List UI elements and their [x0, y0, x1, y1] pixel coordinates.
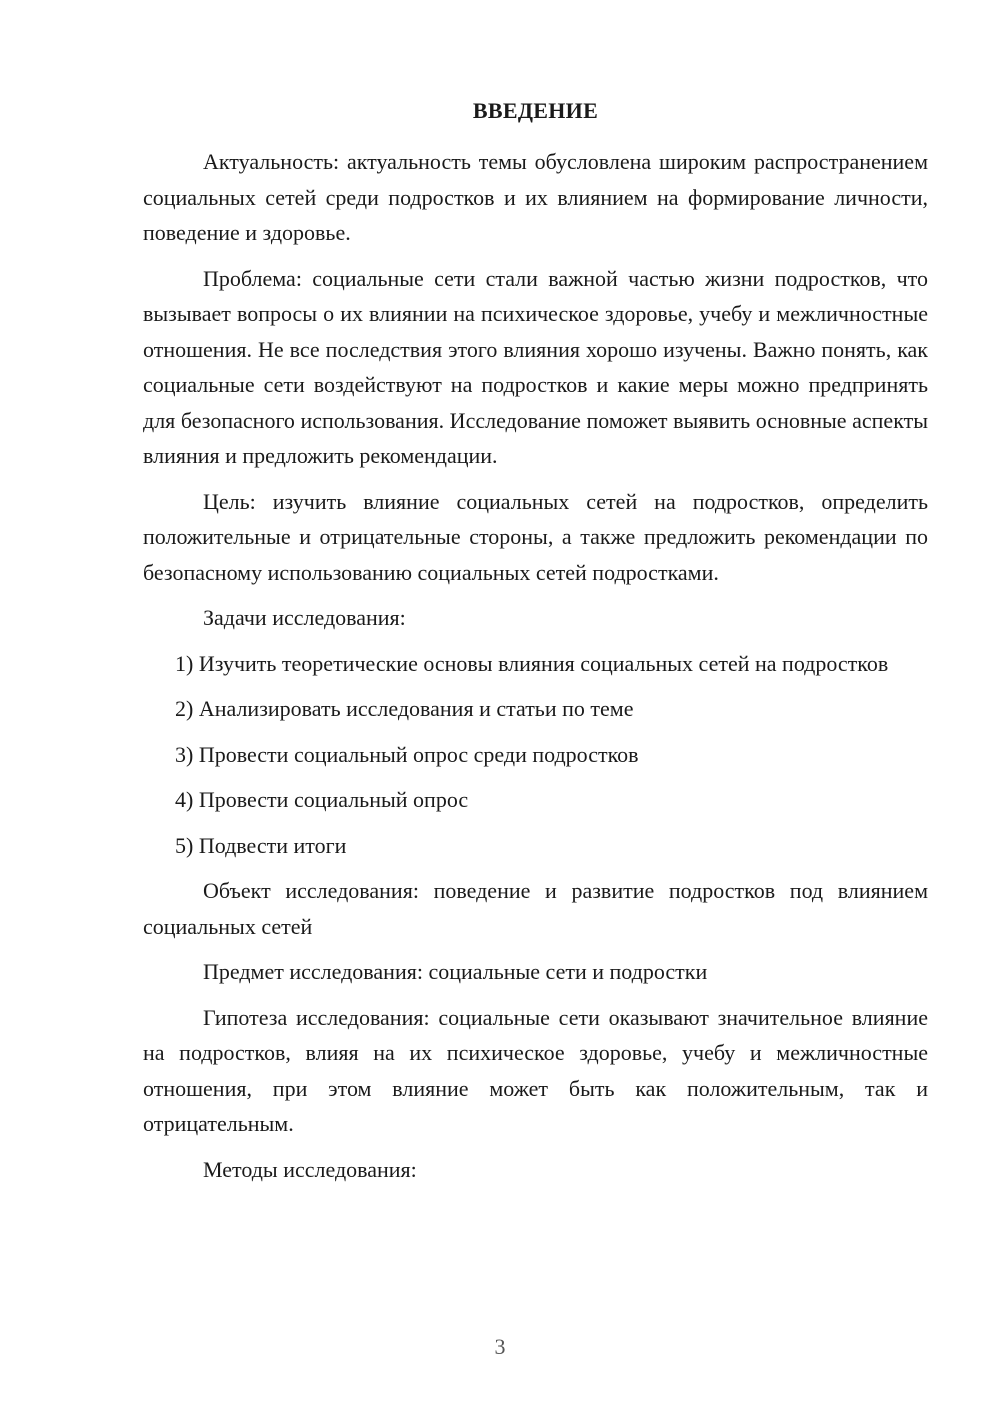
problem-paragraph: Проблема: социальные сети стали важной частью жизни подростков, что вызывает вопросы о их влиянии на психическое здоровье, учебу и межличностные отношения. Не все последствия этого влияния хорошо изучены. Важно понять, как социальные сети воздействуют на подростков и какие меры можно предпринять для безопасного использования. Исследование поможет выявить основные аспекты влияния и предложить рекомендации. — [143, 265, 928, 468]
methods-heading: Методы исследования: — [203, 1156, 417, 1182]
section-title: ВВЕДЕНИЕ — [472, 98, 599, 123]
task-item-2: 2) Анализировать исследования и статьи по теме — [175, 696, 634, 721]
object-paragraph: Объект исследования: поведение и развитие подростков под влиянием социальных сетей — [143, 878, 928, 939]
task-item-5: 5) Подвести итоги — [175, 832, 347, 858]
goal-paragraph: Цель: изучить влияние социальных сетей на подростков, определить положительные и отрицательные стороны, а также предложить рекомендации по безопасному использованию социальных сетей подростками. — [143, 488, 928, 585]
task-item-1: 1) Изучить теоретические основы влияния социальных сетей на подростков — [175, 650, 889, 676]
tasks-heading: Задачи исследования: — [203, 605, 406, 630]
subject-paragraph: Предмет исследования: социальные сети и подростки — [203, 959, 708, 984]
tasks-list — [143, 646, 928, 864]
task-item-3: 3) Провести социальный опрос среди подростков — [175, 741, 639, 767]
task-item-4: 4) Провести социальный опрос — [175, 787, 469, 812]
hypothesis-paragraph: Гипотеза исследования: социальные сети оказывают значительное влияние на подростков, влияя на их психическое здоровье, учебу и межличностные отношения, при этом влияние может быть как положительным, так и отрицательным. — [143, 1004, 928, 1136]
page-number: 3 — [494, 1334, 506, 1359]
relevance-paragraph: Актуальность: актуальность темы обусловлена широким распространением социальных сетей среди подростков и их влиянием на формирование личности, поведение и здоровье. — [143, 149, 928, 245]
document-page — [143, 96, 928, 1197]
